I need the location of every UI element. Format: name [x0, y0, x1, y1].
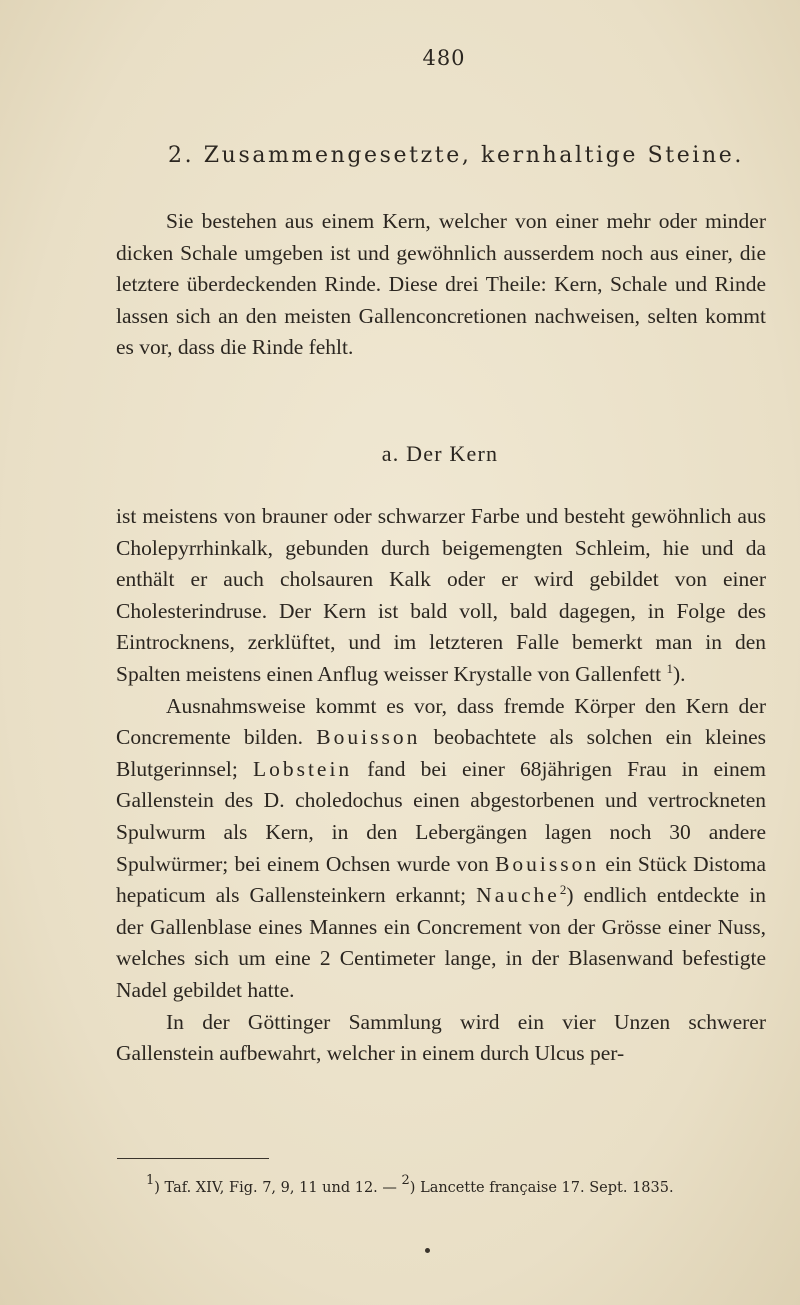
footnote-rule	[117, 1158, 269, 1159]
author-nauche: Nauche	[476, 883, 560, 908]
author-lobstein: Lobstein	[252, 756, 353, 781]
paragraph-kern	[116, 501, 766, 691]
footnote-1: ) Taf. XIV, Fig. 7, 9, 11 und 12. —	[154, 1180, 397, 1196]
body-block	[116, 501, 766, 1070]
ausnahme-text-1: Ausnahmsweise kommt es vor, dass fremde Körper den Kern der Concremente bilden.	[116, 693, 766, 750]
paragraph-ausnahme	[116, 691, 766, 1007]
footnotes	[146, 1173, 776, 1196]
section-heading: 2. Zusammengesetzte, kernhaltige Steine.	[168, 143, 744, 168]
paragraph-goettingen: In der Göttinger Sammlung wird ein vier Unzen schwerer Gallenstein aufbewahrt, welcher in einem durch Ulcus per-	[116, 1009, 766, 1066]
footnote-ref-1: 1	[666, 660, 674, 676]
intro-paragraph: Sie bestehen aus einem Kern, welcher von einer mehr oder minder dicken Schale umgeben ist und gewöhnlich ausserdem noch aus einer, die letztere überdeckenden Rinde. Diese drei Theile: Kern, Schale und Rinde lassen sich an den meisten Gallenconcretionen nachweisen, selten kommt es vor, dass die Rinde fehlt.	[116, 209, 766, 360]
intro-block	[116, 206, 766, 364]
paragraph-kern-end: ).	[673, 661, 686, 686]
footnote-number-2: 2	[401, 1173, 410, 1188]
ink-speck	[425, 1248, 430, 1253]
ausnahme-text-3: fand bei einer 68jährigen Frau in einem Gallenstein des D. choledochus einen abgestorbenen und vertrockneten Spulwurm als Kern, in den Lebergängen lagen noch 30 andere Spulwürmer; bei einem Ochsen wurde von	[116, 756, 766, 876]
page-number: 480	[422, 46, 466, 70]
ausnahme-text-4: ein Stück Distoma hepaticum als Gallensteinkern erkannt;	[116, 851, 767, 908]
footnote-number-1: 1	[146, 1173, 155, 1188]
subheading-kern: a. Der Kern	[381, 441, 499, 466]
ausnahme-text-2: beobachtete als solchen ein kleines Blutgerinnsel;	[116, 725, 767, 781]
footnote-ref-2: 2	[559, 882, 567, 898]
paragraph-kern-text: ist meistens von brauner oder schwarzer Farbe und besteht gewöhnlich aus Cholepyrrhinkalk, gebunden durch beigemengten Schleim, hie und da enthält er auch cholsauren Kalk oder er wird gebildet von einer Cholesterindruse. Der Kern ist bald voll, bald dagegen, in Folge des Eintrocknens, zerklüftet, und im letzteren Falle bemerkt man in den Spalten meistens einen Anflug weisser Krystalle von Gallenfett	[116, 504, 766, 686]
author-bouisson-2: Bouisson	[495, 851, 600, 876]
ausnahme-text-5: ) endlich entdeckte in der Gallenblase eines Mannes ein Concrement von der Grösse einer Nuss, welches sich um eine 2 Centimeter lange, in der Blasenwand befestigte Nadel gebildet hatte.	[116, 883, 766, 1002]
author-bouisson: Bouisson	[316, 725, 421, 750]
footnote-2: ) Lancette française 17. Sept. 1835.	[409, 1180, 674, 1196]
